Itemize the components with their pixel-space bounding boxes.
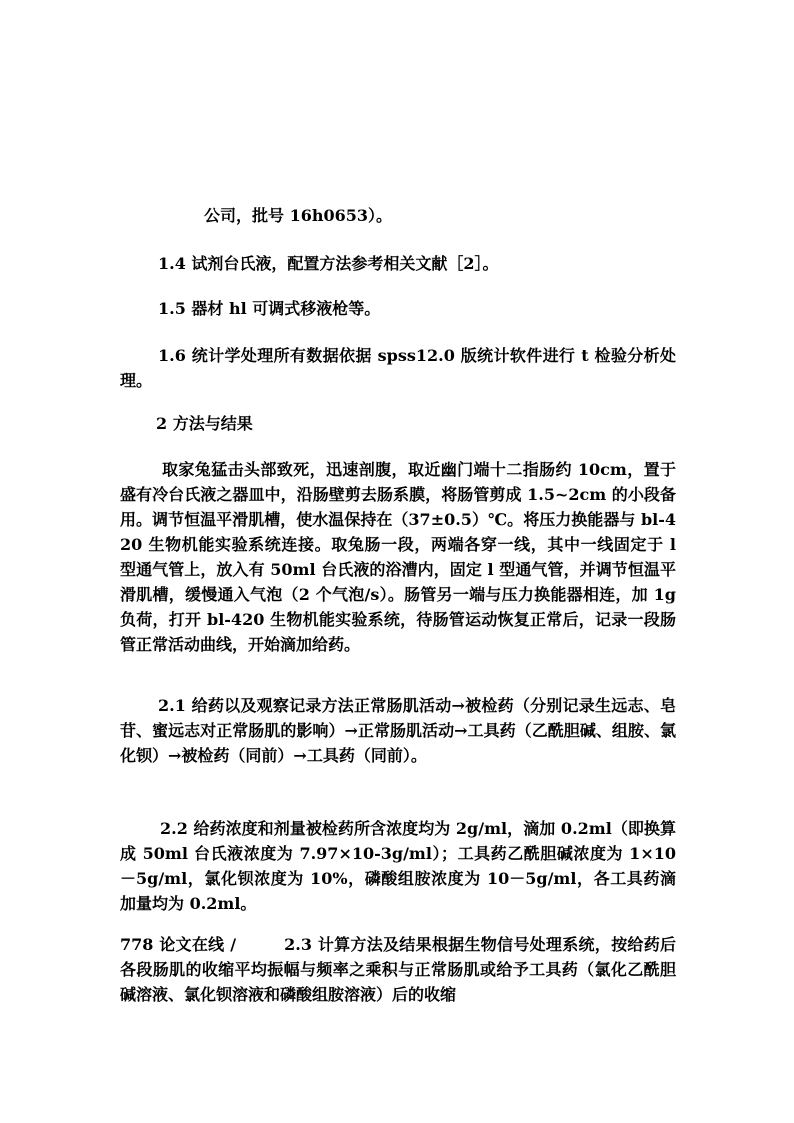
paragraph-calculation-body: 2.3 计算方法及结果根据生物信号处理系统，按给药后各段肠肌的收缩平均振幅与频率之乘积与正常肠肌或给予工具药（氯化乙酰胆碱溶液、氯化钡溶液和磷酸组胺溶液）后的收缩 [120, 935, 676, 1004]
paragraph-1: 公司，批号 16h0653）。 [204, 206, 393, 225]
paragraph-reagent: 1.4 试剂台氏液，配置方法参考相关文献［2］。 [158, 254, 499, 273]
paragraph-calculation [120, 932, 676, 1007]
paragraph-dosing-concentration: 2.2 给药浓度和剂量被检药所含浓度均为 2g/ml，滴加 0.2ml（即换算成 50ml 台氏液浓度为 7.97×10-3g/ml）；工具药乙酰胆碱浓度为 1×10－5g/ml，氯化钡浓度为 10%，磷酸组胺浓度为 10－5g/ml，各工具药滴加量均为 0.2ml。 [120, 819, 676, 913]
section-heading-methods: 2 方法与结果 [156, 414, 253, 433]
paragraph-statistics: 1.6 统计学处理所有数据依据 spss12.0 版统计软件进行 t 检验分析处理。 [120, 346, 676, 390]
paragraph-equipment: 1.5 器材 hl 可调式移液枪等。 [158, 299, 381, 318]
source-label: 778 论文在线 / [120, 935, 237, 954]
paragraph-dosing-method: 2.1 给药以及观察记录方法正常肠肌活动→被检药（分别记录生远志、皂苷、蜜远志对正常肠肌的影响）→正常肠肌活动→工具药（乙酰胆碱、组胺、氯化钡）→被检药（同前）→工具药（同前）。 [120, 696, 676, 765]
paragraph-procedure: 取家兔猛击头部致死，迅速剖腹，取近幽门端十二指肠约 10cm，置于盛有冷台氏液之器皿中，沿肠壁剪去肠系膜，将肠管剪成 1.5~2cm 的小段备用。调节恒温平滑肌槽，使水温保持在（37±0.5）℃。将压力换能器与 bl-420 生物机能实验系统连接。取兔肠一段，两端各穿一线，其中一线固定于 l 型通气管上，放入有 50ml 台氏液的浴漕内，固定 l 型通气管，并调节恒温平滑肌槽，缓慢通入气泡（2 个气泡/s）。肠管另一端与压力换能器相连，加 1g 负荷，打开 bl-420 生物机能实验系统，待肠管运动恢复正常后，记录一段肠管正常活动曲线，开始滴加给药。 [120, 460, 676, 654]
